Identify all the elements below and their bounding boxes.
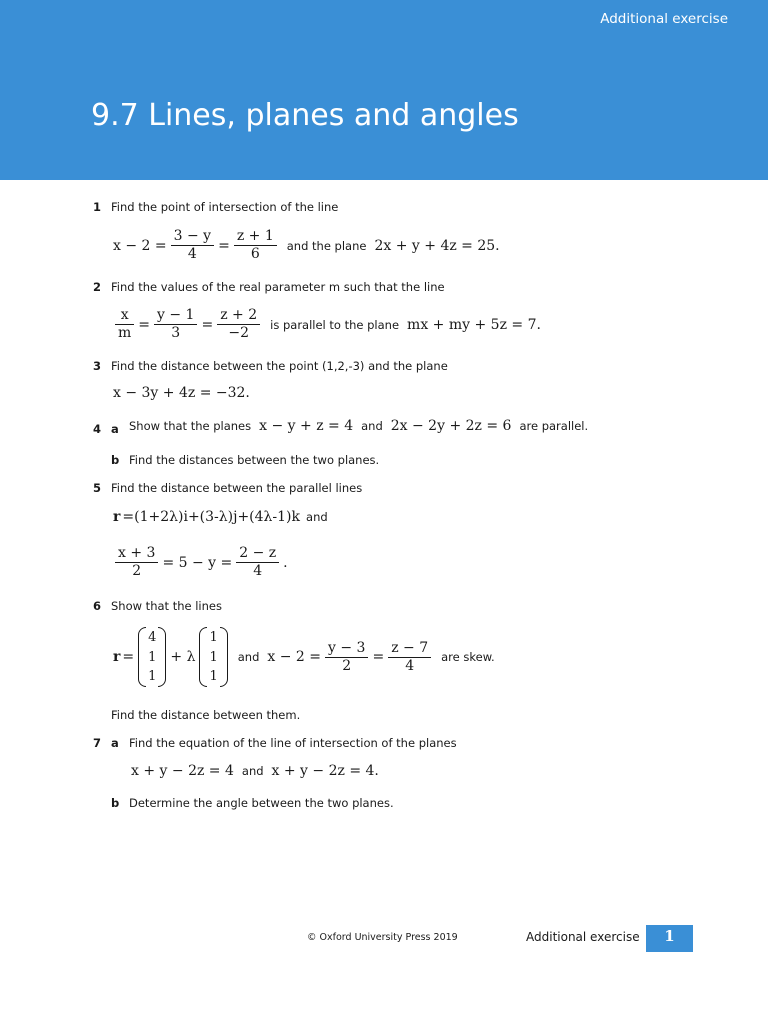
question-7a-label: a [111,736,119,750]
q4a-plane-2: 2x − 2y + 2z = 6 [390,418,512,434]
q6-plus-lambda: + λ [170,649,196,665]
question-2-number: 2 [93,280,102,294]
question-5-line-1 [113,509,332,525]
q1-lhs: x − 2 = [113,237,167,254]
q6-lhs-2: x − 2 = [267,649,322,665]
q2-fraction-2: $\frac{y - 1}{3}$ [154,307,197,342]
footer-label: Additional exercise [526,930,640,944]
q6-equals-2: = [372,649,385,665]
question-5-text: Find the distance between the parallel lines [111,481,363,495]
question-7-number: 7 [93,736,102,750]
question-7a-text: Find the equation of the line of intersection of the planes [129,736,457,750]
question-4a-line [129,418,594,434]
footer-copyright: © Oxford University Press 2019 [307,932,458,943]
q5-fraction-2: $\frac{2 - z}{4}$ [236,545,279,580]
question-1-number: 1 [93,200,102,214]
question-6-number: 6 [93,599,102,613]
page-number: 1 [646,925,693,952]
question-4-number: 4 [93,422,102,436]
q6-r-vector: r [113,649,121,665]
header-banner [0,0,768,180]
question-7b-label: b [111,796,120,810]
question-3-text: Find the distance between the point (1,2,-3) and the plane [111,359,448,373]
q1-mid-text: and the plane [286,238,367,253]
q5-fraction-1: $\frac{x + 3}{2}$ [115,545,158,580]
q2-mid-text: is parallel to the plane [270,317,400,332]
q2-fraction-3: $\frac{z + 2}{-2}$ [217,307,260,342]
q6-fraction-1: $\frac{y - 3}{2}$ [325,640,368,675]
q6-and: and [237,650,260,664]
question-1-text: Find the point of intersection of the line [111,200,339,214]
q2-plane: mx + my + 5z = 7. [407,316,541,333]
q5-line-1-expr: =(1+2λ)i+(3-λ)j+(4λ-1)k [122,509,301,525]
question-4b-label: b [111,453,120,467]
q7-plane-2: x + y − 2z = 4. [271,763,379,779]
question-7b-text: Determine the angle between the two planes. [129,796,394,810]
page-title: 9.7 Lines, planes and angles [91,98,519,133]
question-4b-text: Find the distances between the two planes. [129,453,380,467]
q5-end: . [283,554,288,571]
q6-vector-1: 4 1 1 [138,627,166,687]
question-2-text: Find the values of the real parameter m such that the line [111,280,445,294]
question-3-plane: x − 3y + 4z = −32. [113,385,250,401]
question-7a-planes [131,763,379,779]
q6-equals: = [122,649,135,665]
q5-r-vector: r [113,509,121,525]
q4a-text: Show that the planes [129,419,252,433]
q1-fraction-2: $\frac{z + 1}{6}$ [234,228,277,263]
question-4a-label: a [111,422,119,436]
q2-equals-1: = [138,316,151,333]
q6-end: are skew. [441,650,495,664]
q2-equals-2: = [201,316,214,333]
q7-plane-1: x + y − 2z = 4 [131,763,234,779]
question-5-line-2 [113,545,288,580]
q6-vector-2: 1 1 1 [199,627,227,687]
q5-mid: = 5 − y = [162,554,233,571]
q1-fraction-1: $\frac{3 - y}{4}$ [171,228,214,263]
q4a-and: and [361,419,383,433]
question-5-number: 5 [93,481,102,495]
question-1-equation [113,228,500,263]
q7-and: and [241,764,264,778]
question-2-equation [113,307,541,342]
question-6-follow-up: Find the distance between them. [111,708,301,722]
header-label: Additional exercise [600,11,728,27]
q4a-plane-1: x − y + z = 4 [259,418,354,434]
q1-plane: 2x + y + 4z = 25. [374,237,500,254]
question-6-equation [113,627,501,687]
question-3-number: 3 [93,359,102,373]
q4a-end: are parallel. [519,419,589,433]
question-6-text: Show that the lines [111,599,222,613]
q5-and: and [306,510,328,524]
q6-fraction-2: $\frac{z - 7}{4}$ [388,640,431,675]
q1-equals: = [218,237,230,254]
q2-fraction-1: $\frac{x}{m}$ [115,307,134,342]
